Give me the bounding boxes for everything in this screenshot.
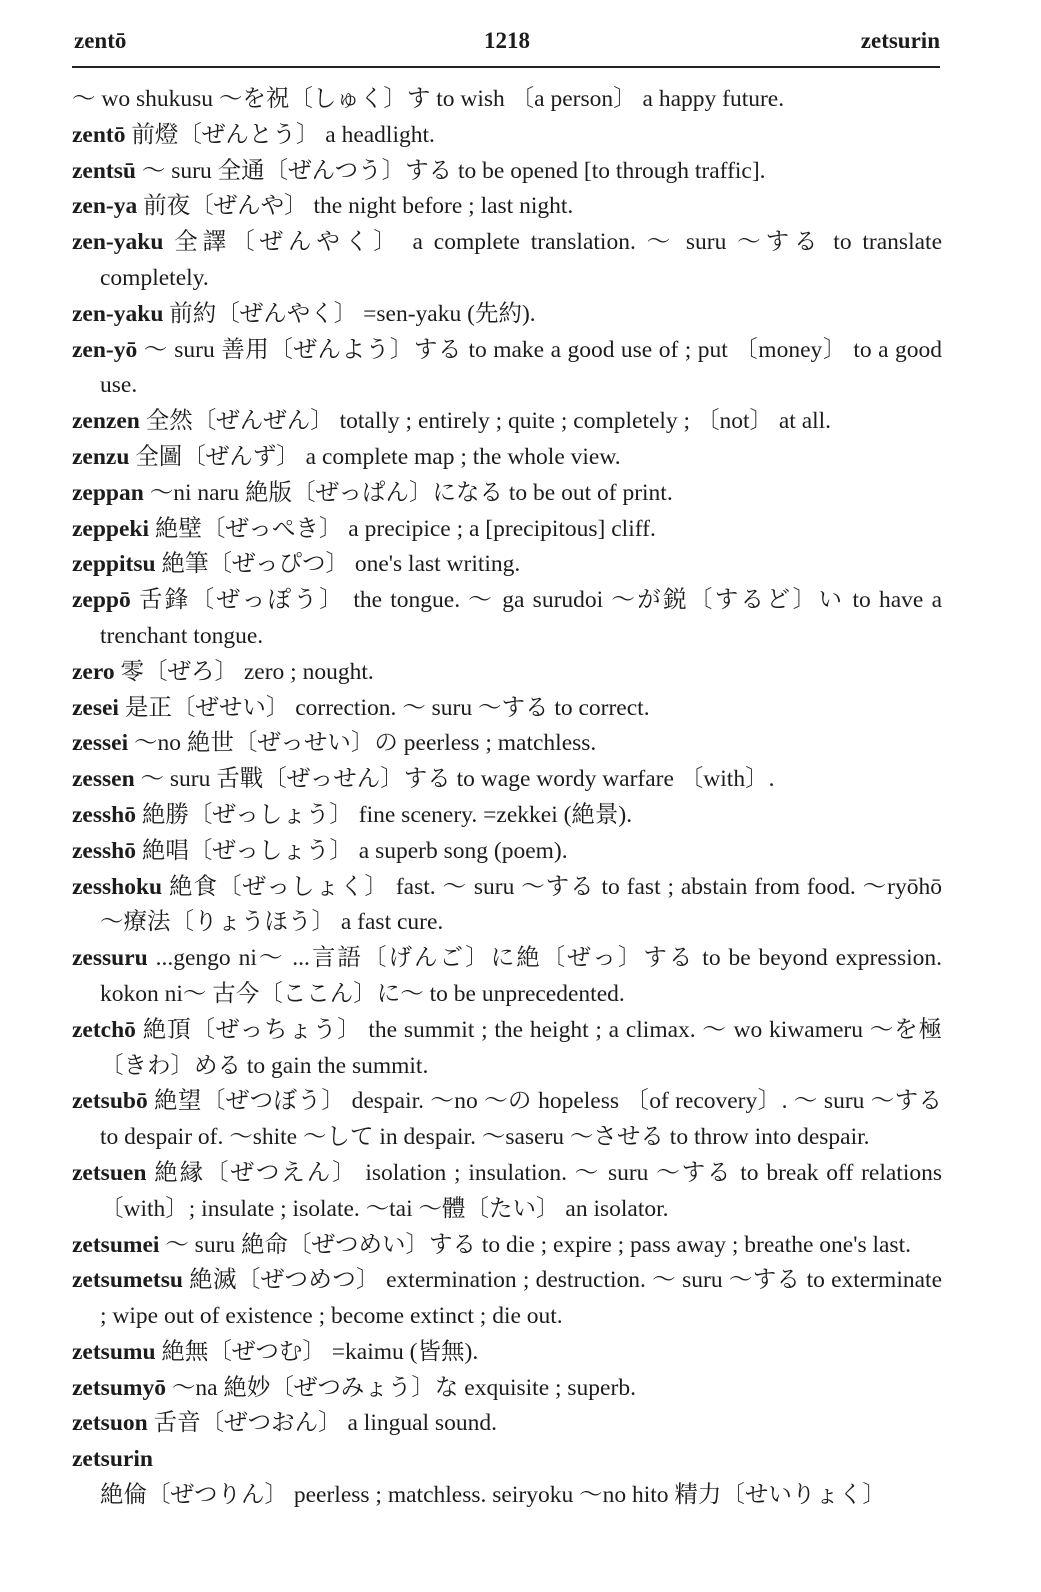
entry-definition: 絶無〔ぜつむ〕 =kaimu (皆無). [155,1338,479,1365]
entry-headword: zeppeki [72,515,150,542]
entry-definition: 舌鋒〔ぜっぽう〕 the tongue. 〜 ga surudoi 〜が鋭〔するど〕い to have a trenchant tongue. [100,587,942,649]
entry-headword: zeppan [72,479,144,506]
entry-definition: 前約〔ぜんやく〕 =sen-yaku (先約). [163,300,536,327]
entry-definition: 前夜〔ぜんや〕 the night before ; last night. [137,193,574,220]
dictionary-entry [72,691,942,727]
dictionary-entry [72,1371,942,1407]
entry-headword: zen-yaku [72,300,164,327]
entry-definition: 〜 suru 絶命〔ぜつめい〕する to die ; expire ; pass away ; breathe one's last. [159,1231,911,1258]
entry-definition: 舌音〔ぜつおん〕 a lingual sound. [147,1410,497,1437]
entry-headword: zessen [72,766,135,793]
header-left-guide-word: zentō [74,28,127,53]
entry-headword: zesshō [72,837,136,864]
dictionary-entry [72,333,942,405]
dictionary-entry [72,512,942,548]
dictionary-entry [72,547,942,583]
entry-definition: 是正〔ぜせい〕 correction. 〜 suru 〜する to correct. [118,694,650,721]
entry-headword: zetsubō [72,1088,148,1115]
entry-definition: 絶望〔ぜつぼう〕 despair. 〜no 〜の hopeless 〔of recovery〕. 〜 suru 〜する to despair of. 〜shite 〜して in despair. 〜saseru 〜させる to throw into despair. [100,1088,942,1151]
entry-headword: zeppitsu [72,551,156,578]
dictionary-entry [72,1013,942,1085]
entry-headword: zetsurin [72,1446,153,1473]
entry-definition: 全圖〔ぜんず〕 a complete map ; the whole view. [129,443,621,470]
entry-list [72,82,942,1514]
dictionary-entry [72,762,942,798]
dictionary-entry [72,798,942,834]
entry-headword: zentō [72,121,126,148]
entry-headword: zen-yaku [72,229,164,256]
dictionary-entry [72,82,942,118]
entry-definition: 絶唱〔ぜっしょう〕 a superb song (poem). [135,837,568,864]
entry-definition: 〜 suru 全通〔ぜんつう〕する to be opened [to through traffic]. [135,157,766,184]
dictionary-entry [72,189,942,225]
entry-headword: zenzu [72,443,130,470]
dictionary-entry [72,834,942,870]
dictionary-entry [72,1263,942,1335]
dictionary-entry [72,154,942,190]
entry-headword: zeppō [72,587,131,614]
dictionary-entry [72,655,942,691]
dictionary-entry [72,1442,942,1514]
entry-headword: zetsuon [72,1410,148,1437]
entry-headword: zetchō [72,1016,136,1043]
page-number: 1218 [484,28,530,53]
entry-definition: 〜 suru 善用〔ぜんよう〕する to make a good use of ; put 〔money〕 to a good use. [100,336,942,399]
entry-definition: 絶勝〔ぜっしょう〕 fine scenery. =zekkei (絶景). [135,801,633,828]
entry-definition: 絶壁〔ぜっぺき〕 a precipice ; a [precipitous] cliff. [149,515,656,542]
entry-headword: zenzen [72,408,140,435]
entry-definition: 絶食〔ぜっしょく〕 fast. 〜 suru 〜する to fast ; abstain from food. 〜ryōhō 〜療法〔りょうほう〕 a fast cure. [100,873,942,936]
entry-headword: zetsumu [72,1338,156,1365]
entry-headword: zesei [72,694,119,721]
entry-definition: 〜 wo shukusu 〜を祝〔しゅく〕す to wish 〔a person〕 a happy future. [72,86,785,112]
entry-headword: zero [72,658,115,685]
entry-headword: zen-yō [72,336,138,363]
dictionary-entry [72,404,942,440]
entry-definition: 〜no 絶世〔ぜっせい〕の peerless ; matchless. [128,730,597,757]
entry-definition: 全譯〔ぜんやく〕 a complete translation. 〜 suru 〜する to translate completely. [100,229,942,291]
header-right-guide-word: zetsurin [860,28,940,53]
entry-headword: zesshō [72,801,136,828]
entry-definition: ...gengo ni〜 ...言語〔げんご〕に絶〔ぜっ〕する to be beyond expression. kokon ni〜 古今〔ここん〕に〜 to be unprecedented. [100,945,942,1007]
dictionary-entry [72,1335,942,1371]
entry-definition: 全然〔ぜんぜん〕 totally ; entirely ; quite ; completely ; 〔not〕 at all. [139,408,832,435]
dictionary-entry [72,870,942,942]
dictionary-entry [72,225,942,297]
entry-headword: zetsuen [72,1159,147,1186]
dictionary-entry [72,583,942,655]
entry-definition: 絶筆〔ぜっぴつ〕 one's last writing. [155,551,521,578]
entry-definition: 零〔ぜろ〕 zero ; nought. [114,658,374,685]
entry-headword: zetsumei [72,1231,160,1258]
entry-headword: zetsumyō [72,1374,166,1401]
entry-headword: zessuru [72,945,148,972]
entry-definition: 絶滅〔ぜつめつ〕 extermination ; destruction. 〜 suru 〜する to exterminate ; wipe out of existence ; become extinct ; die out. [100,1267,942,1330]
dictionary-entry [72,1084,942,1156]
entry-definition: 〜 suru 舌戰〔ぜっせん〕する to wage wordy warfare 〔with〕. [134,766,775,793]
dictionary-entry [72,440,942,476]
entry-definition: 前燈〔ぜんとう〕 a headlight. [125,121,435,148]
dictionary-entry [72,941,942,1013]
entry-definition: 絶倫〔ぜつりん〕 peerless ; matchless. seiryoku 〜no hito 精力〔せいりょく〕 [100,1482,886,1509]
entry-headword: zen-ya [72,193,138,220]
entry-headword: zentsū [72,157,136,184]
page-header [74,28,940,62]
dictionary-entry [72,297,942,333]
entry-headword: zessei [72,730,129,757]
dictionary-entry [72,726,942,762]
dictionary-entry [72,1406,942,1442]
dictionary-entry [72,1156,942,1228]
dictionary-entry [72,1228,942,1264]
header-rule [72,66,940,68]
entry-definition: 絶縁〔ぜつえん〕 isolation ; insulation. 〜 suru 〜する to break off relations 〔with〕; insulate ; isolate. 〜tai 〜體〔たい〕 an isolator. [100,1159,942,1222]
entry-definition: 絶頂〔ぜっちょう〕 the summit ; the height ; a climax. 〜 wo kiwameru 〜を極〔きわ〕める to gain the summit. [100,1016,942,1079]
entry-headword: zetsumetsu [72,1267,183,1294]
entry-definition: 〜ni naru 絶版〔ぜっぱん〕になる to be out of print. [143,479,673,506]
dictionary-entry [72,476,942,512]
entry-definition: 〜na 絶妙〔ぜつみょう〕な exquisite ; superb. [165,1374,636,1401]
entry-headword: zesshoku [72,873,163,900]
dictionary-entry [72,118,942,154]
